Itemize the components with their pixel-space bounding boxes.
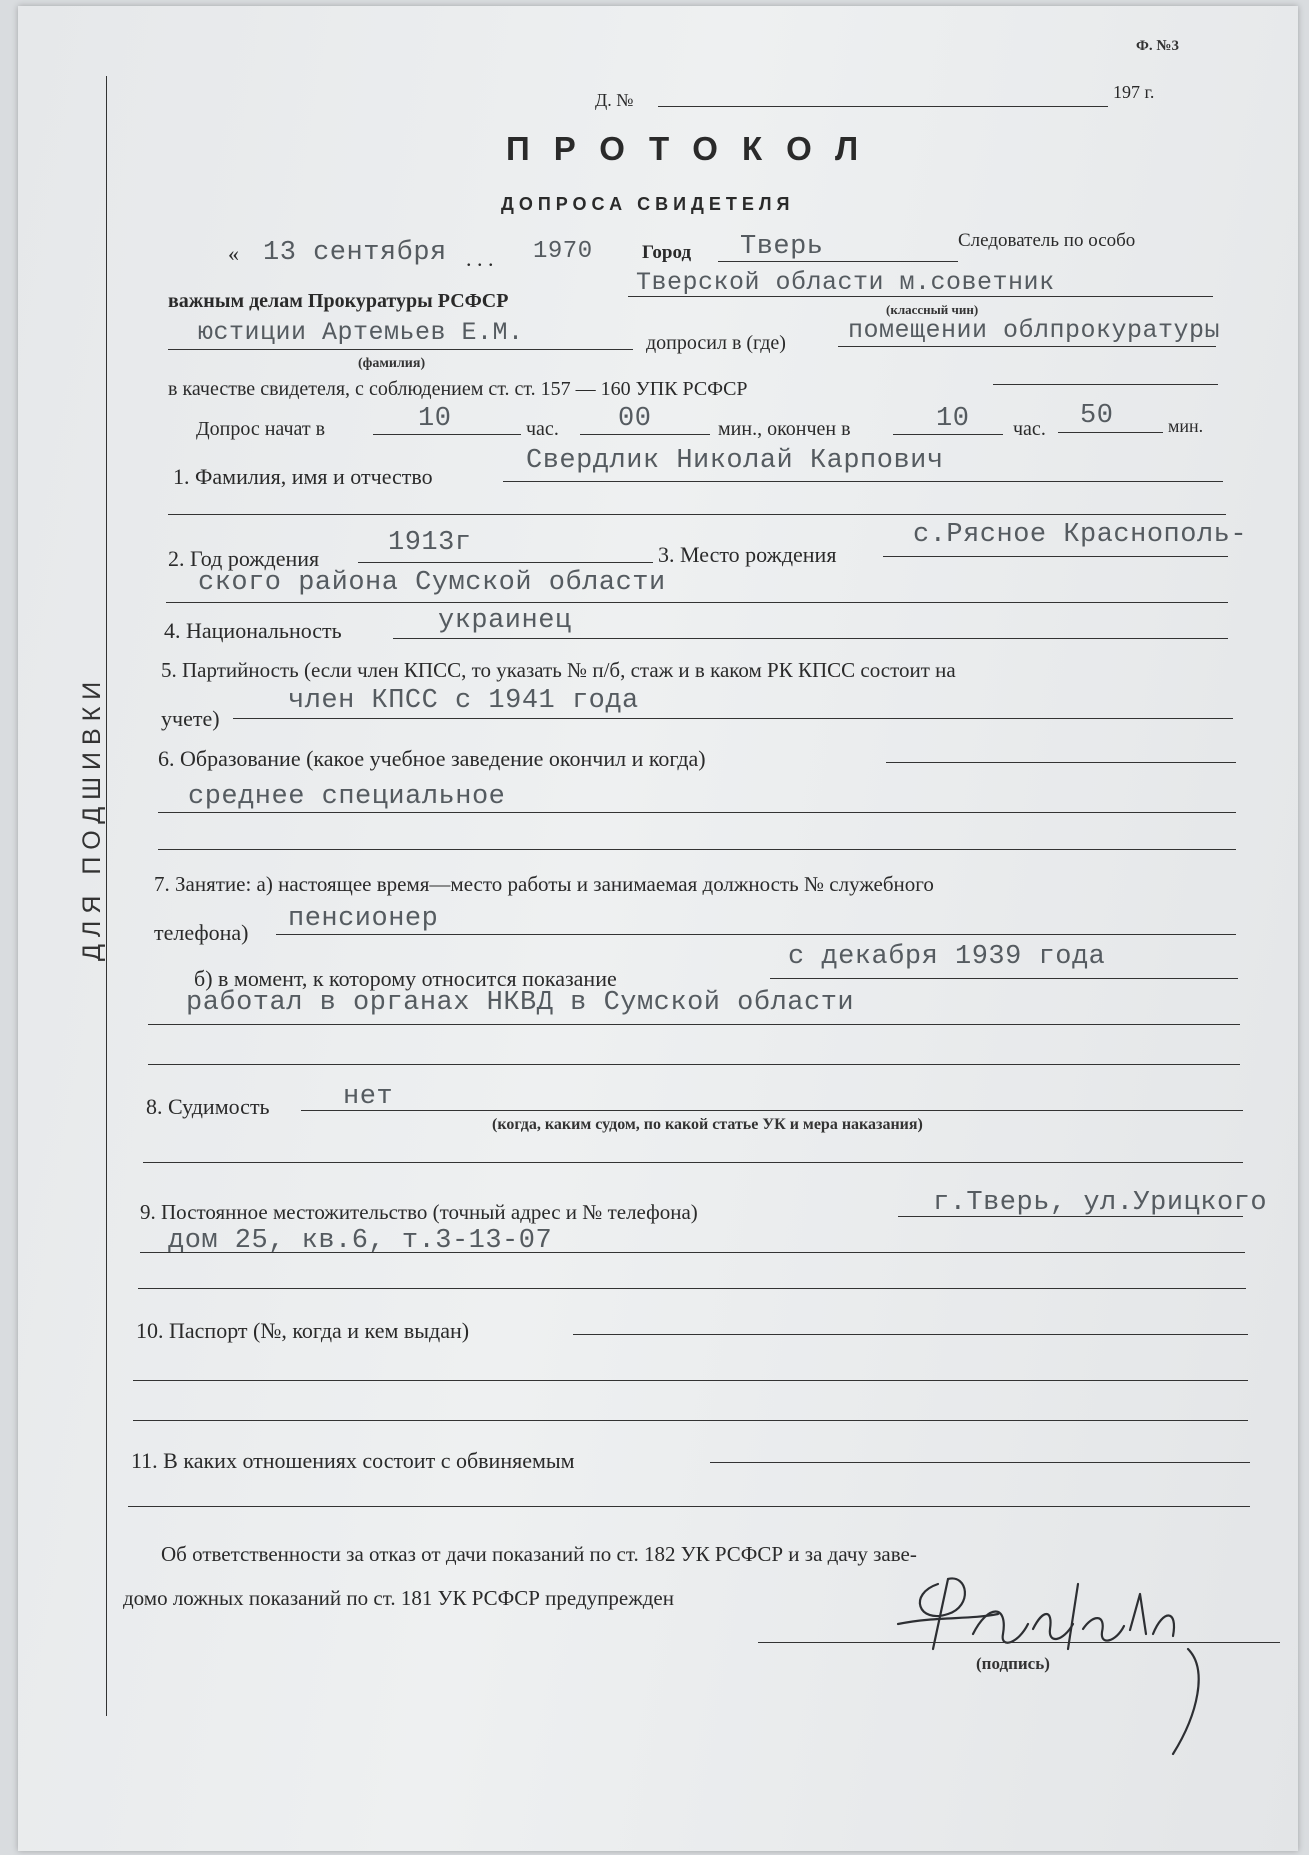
f2-label: 2. Год рождения <box>168 546 320 571</box>
f11-line <box>710 1462 1250 1463</box>
f6-line-3 <box>158 849 1236 850</box>
f9-label: 9. Постоянное местожительство (точный адрес и № телефона) <box>140 1200 698 1224</box>
questioned-in-label: допросил в (где) <box>646 332 786 354</box>
f6-value: среднее специальное <box>188 782 506 812</box>
f10-line-2 <box>133 1380 1248 1381</box>
end-hour-line <box>893 434 1003 435</box>
f8-line-2 <box>143 1162 1243 1163</box>
warning-line-1: Об ответственности за отказ от дачи показаний по ст. 182 УК РСФСР и за дачу заве- <box>161 1542 917 1566</box>
witness-line: в качестве свидетеля, с соблюдением ст. ст. 157 — 160 УПК РСФСР <box>168 378 748 400</box>
f11-line-2 <box>128 1506 1250 1507</box>
name-caption: (фамилия) <box>358 356 426 371</box>
investigator-name: юстиции Артемьев Е.М. <box>198 318 524 347</box>
min-label: мин. <box>1168 416 1204 436</box>
end-hours-label: час. <box>1013 418 1046 440</box>
questioned-in-value: помещении облпрокуратуры <box>848 316 1221 345</box>
case-label: Д. № <box>595 90 634 110</box>
f8-caption: (когда, каким судом, по какой статье УК и мера наказания) <box>492 1116 923 1133</box>
signature-line <box>758 1642 1280 1643</box>
document-title: ПРОТОКОЛ <box>506 130 883 167</box>
office-value: Тверской области м.советник <box>636 268 1055 297</box>
f7b-line-3 <box>148 1064 1240 1065</box>
f9-line <box>898 1216 1243 1217</box>
f9-line-3 <box>138 1288 1246 1289</box>
f4-line <box>393 638 1228 639</box>
questioned-in-line <box>838 346 1216 347</box>
case-year: 197 г. <box>1113 82 1155 102</box>
f10-line-3 <box>133 1420 1248 1421</box>
form-number: Ф. №3 <box>1136 38 1179 54</box>
office-line <box>628 296 1213 297</box>
investigator-label: Следователь по особо <box>958 230 1136 251</box>
end-hour: 10 <box>936 404 970 434</box>
date-dot: « <box>228 241 239 266</box>
f7-value: пенсионер <box>288 904 439 934</box>
f7b-label: б) в момент, к которому относится показание <box>194 966 617 991</box>
f5-value: член КПСС с 1941 года <box>288 686 639 716</box>
f5-label-2: учете) <box>161 706 220 731</box>
city-line <box>718 261 958 262</box>
end-label: мин., окончен в <box>718 418 851 440</box>
f1-value: Свердлик Николай Карпович <box>526 446 944 476</box>
f7-line <box>276 934 1236 935</box>
f3-value: с.Рясное Краснополь- <box>913 520 1248 550</box>
start-hour: 10 <box>418 404 452 434</box>
f3-line <box>883 556 1228 557</box>
f6-label: 6. Образование (какое учебное заведение окончил и когда) <box>158 746 706 771</box>
f10-label: 10. Паспорт (№, когда и кем выдан) <box>136 1318 470 1343</box>
start-min-line <box>580 434 710 435</box>
f8-line <box>301 1110 1243 1111</box>
city-label: Город <box>642 242 692 263</box>
f7b-value: с декабря 1939 года <box>788 942 1106 972</box>
f3-line-2 <box>166 602 1228 603</box>
witness-extra-line <box>993 384 1218 385</box>
f7b-value-2: работал в органах НКВД в Сумской области <box>186 988 855 1018</box>
end-min: 50 <box>1080 401 1114 431</box>
f7b-line-2 <box>148 1024 1240 1025</box>
f2-line <box>358 562 653 563</box>
f8-value: нет <box>343 1082 394 1112</box>
document-page <box>18 6 1298 1851</box>
f6-line <box>886 762 1236 763</box>
f1-line <box>503 481 1223 482</box>
f5-label: 5. Партийность (если член КПСС, то указать № п/б, стаж и в каком РК КПСС состоит на <box>161 658 956 682</box>
warning-line-2: домо ложных показаний по ст. 181 УК РСФСР предупрежден <box>123 1586 674 1610</box>
f3-value-2: ского района Сумской области <box>198 568 666 598</box>
case-number-line <box>658 106 1108 107</box>
rank-caption: (классный чин) <box>886 302 979 317</box>
hours-label: час. <box>526 418 559 440</box>
investigator-name-line <box>168 349 633 350</box>
start-label: Допрос начат в <box>196 418 326 440</box>
f1-label: 1. Фамилия, имя и отчество <box>173 464 433 489</box>
start-min: 00 <box>618 404 652 434</box>
end-min-line <box>1058 432 1163 433</box>
f8-label: 8. Судимость <box>146 1094 270 1119</box>
signature-text: Свердлик <box>1008 1674 1013 1675</box>
f6-line-2 <box>158 812 1236 813</box>
city-value: Тверь <box>740 232 824 262</box>
f7-label: 7. Занятие: а) настоящее время—место работы и занимаемая должность № служебного <box>154 872 934 896</box>
f9-value-2: дом 25, кв.6, т.3-13-07 <box>168 1226 553 1256</box>
spine-label: ДЛЯ ПОДШИВКИ <box>78 674 106 961</box>
f4-value: украинец <box>438 606 572 636</box>
signature-caption: (подпись) <box>976 1654 1050 1673</box>
f7-label-2: телефона) <box>154 920 249 945</box>
f10-line <box>573 1334 1248 1335</box>
f2-value: 1913г <box>388 528 472 558</box>
date-day: 13 сентября <box>263 238 447 268</box>
date-year: 1970 <box>533 238 593 265</box>
f1-line-2 <box>168 514 1226 515</box>
date-dots: . . . <box>466 246 494 271</box>
start-hour-line <box>373 434 521 435</box>
f9-line-2 <box>140 1252 1245 1253</box>
important-cases: важным делам Прокуратуры РСФСР <box>168 290 509 312</box>
f4-label: 4. Национальность <box>164 618 342 643</box>
signature <box>878 1554 1258 1764</box>
f7b-line <box>770 978 1238 979</box>
f5-line <box>233 718 1233 719</box>
f3-label: 3. Место рождения <box>658 542 837 567</box>
document-subtitle: ДОПРОСА СВИДЕТЕЛЯ <box>501 194 795 214</box>
f11-label: 11. В каких отношениях состоит с обвиняемым <box>131 1448 575 1473</box>
f9-value: г.Тверь, ул.Урицкого <box>933 1188 1268 1218</box>
